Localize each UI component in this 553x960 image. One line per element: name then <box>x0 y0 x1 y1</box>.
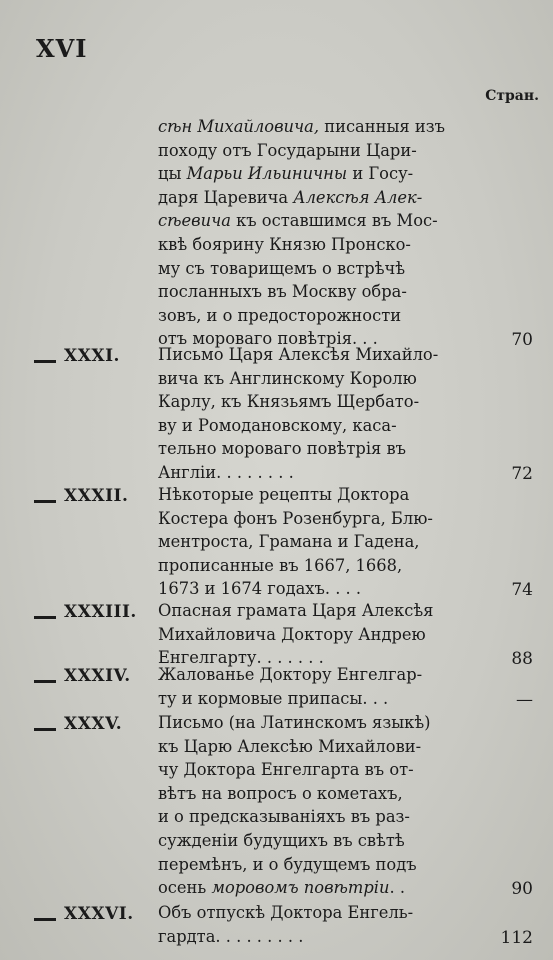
entry-line <box>158 461 498 485</box>
entry-line <box>158 115 498 139</box>
line-text: зовъ, и о предосторожности <box>158 305 402 325</box>
line-text: сужденіи будущихъ въ свѣтѣ <box>158 830 405 850</box>
entry-dash <box>34 500 56 503</box>
line-text: 1673 и 1674 годахъ. . . . <box>158 579 362 599</box>
entry-line <box>158 209 498 233</box>
line-text: Костера фонъ Розенбурга, Блю- <box>158 508 433 528</box>
entry-line <box>158 507 498 531</box>
italic-text: сѣн Михайловича, <box>158 117 320 136</box>
entry-title <box>158 483 498 601</box>
line-text: ментроста, Грамана и Гадена, <box>158 532 420 552</box>
italic-text: моровомъ повѣтріи <box>211 878 390 898</box>
entry-number: XXXVI. <box>64 904 134 924</box>
entry-line <box>158 876 498 900</box>
entry-line <box>158 233 498 257</box>
entry-page-ref: 112 <box>500 927 533 948</box>
entry-line <box>158 414 498 438</box>
entry-line <box>158 758 498 782</box>
entry-line <box>158 599 498 623</box>
entry-line <box>158 437 498 461</box>
entry-dash <box>34 680 56 683</box>
line-text: писанныя изъ <box>319 117 445 136</box>
entry-line <box>158 367 498 391</box>
line-text: прописанные въ 1667, 1668, <box>158 555 403 575</box>
entry-title <box>158 901 498 948</box>
line-text: отъ мороваго повѣтрія. . . <box>158 329 378 349</box>
page-column-label: Стран. <box>485 88 539 104</box>
line-text: Карлу, къ Князьямъ Щербато- <box>158 392 420 412</box>
entry-number: XXXI. <box>64 346 120 366</box>
line-text: Михайловича Доктору Андрею <box>158 624 426 644</box>
entry-line <box>158 853 498 877</box>
line-text: Жалованье Доктору Енгелгар- <box>158 665 423 684</box>
line-text: Объ отпускѣ Доктора Енгель- <box>158 903 414 922</box>
page-number: XVI <box>36 34 88 63</box>
line-text: даря Царевича <box>158 187 294 207</box>
entry-number: XXXIV. <box>64 666 131 686</box>
italic-text: Алексѣя Алек- <box>293 187 423 207</box>
line-text: Письмо (на Латинскомъ языкѣ) <box>158 713 431 732</box>
line-text: посланныхъ въ Москву обра- <box>158 282 407 302</box>
line-text: ту и кормовые припасы. . . <box>158 688 389 708</box>
entry-line <box>158 257 498 281</box>
line-text: вѣтъ на вопросъ о кометахъ, <box>158 783 403 803</box>
line-text: Енгелгарту. . . . . . . <box>158 648 324 668</box>
line-text: Англіи. . . . . . . . <box>158 462 294 482</box>
entry-line <box>158 280 498 304</box>
line-text: и Госу- <box>347 164 414 184</box>
entry-title <box>158 663 498 710</box>
line-text: му съ товарищемъ о встрѣчѣ <box>158 258 406 278</box>
line-text: къ Царю Алексѣю Михайлови- <box>158 736 422 756</box>
italic-text: Марьи Ильиничны <box>186 164 348 184</box>
entry-line <box>158 139 498 163</box>
entry-page-ref: 74 <box>511 580 533 601</box>
entry-dash <box>34 360 56 363</box>
entry-line <box>158 162 498 186</box>
entry-line <box>158 304 498 328</box>
entry-line <box>158 687 498 711</box>
line-text: къ оставшимся въ Мос- <box>230 211 438 231</box>
line-text: Опасная грамата Царя Алексѣя <box>158 601 434 620</box>
line-text: квѣ боярину Князю Пронско- <box>158 234 411 254</box>
entry-line <box>158 782 498 806</box>
entry-page-ref: 90 <box>511 879 533 900</box>
italic-text: сѣевича <box>158 211 231 231</box>
entry-dash <box>34 918 56 921</box>
entry-line <box>158 530 498 554</box>
entry-page-ref: 72 <box>511 464 533 484</box>
entry-line <box>158 925 498 949</box>
entry-page-ref: 88 <box>511 649 533 670</box>
entry-line <box>158 554 498 578</box>
line-text: чу Доктора Енгелгарта въ от- <box>158 760 414 780</box>
entry-line <box>158 390 498 414</box>
entry-line <box>158 805 498 829</box>
line-text: Нѣкоторые рецепты Доктора <box>158 485 410 504</box>
line-text: перемѣнъ, и о будущемъ подъ <box>158 854 417 874</box>
entry-line <box>158 829 498 853</box>
entry-number: XXXV. <box>64 714 123 734</box>
entry-line <box>158 186 498 210</box>
line-text: цы <box>158 164 187 184</box>
entry-page-ref: 70 <box>511 330 533 351</box>
entry-line <box>158 735 498 759</box>
entry-line <box>158 711 498 735</box>
line-text: Письмо Царя Алексѣя Михайло- <box>158 345 439 364</box>
line-text: ву и Ромодановскому, каса- <box>158 415 397 435</box>
entry-line <box>158 901 498 925</box>
entry-line <box>158 483 498 507</box>
entry-title <box>158 343 498 485</box>
entry-line <box>158 623 498 647</box>
entry-title <box>158 115 498 351</box>
line-text: походу отъ Государыни Цари- <box>158 140 417 160</box>
line-text: и о предсказываніяхъ въ раз- <box>158 807 410 827</box>
entry-dash <box>34 616 56 619</box>
entry-number: XXXII. <box>64 486 129 506</box>
entry-page-ref: — <box>516 689 533 710</box>
line-text: вича къ Англинскому Королю <box>158 368 417 388</box>
entry-line <box>158 577 498 601</box>
entry-number: XXXIII. <box>64 602 137 622</box>
line-text: осень <box>158 878 212 898</box>
line-text: . . <box>389 878 405 898</box>
entry-title <box>158 711 498 900</box>
entry-dash <box>34 728 56 731</box>
entry-title <box>158 599 498 670</box>
line-text: тельно мороваго повѣтрія въ <box>158 439 406 459</box>
entry-line <box>158 663 498 687</box>
line-text: гардта. . . . . . . . . <box>158 926 304 946</box>
entry-line <box>158 343 498 367</box>
